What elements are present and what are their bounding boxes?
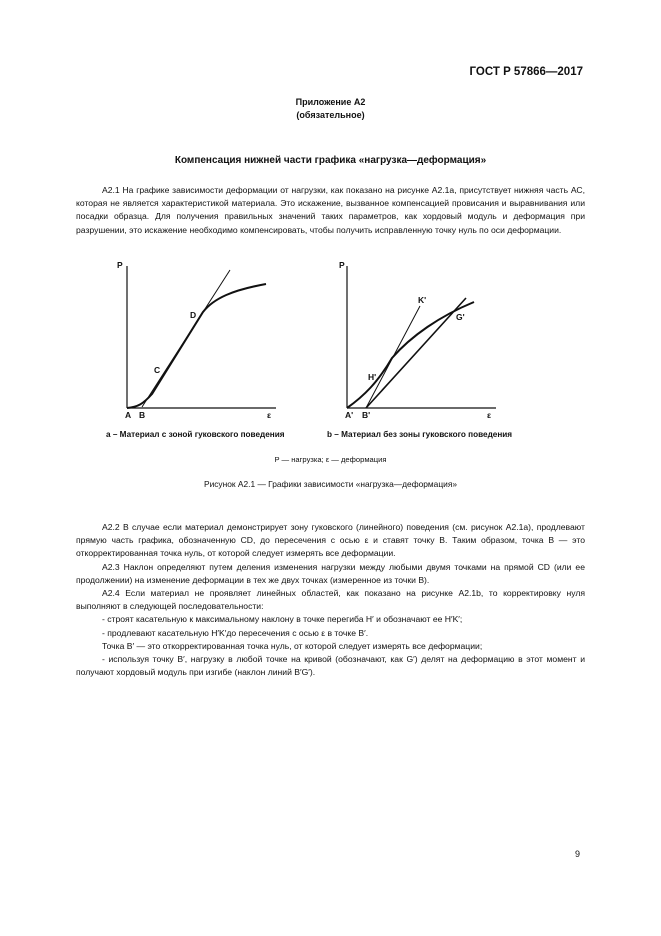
paragraph-a2-3: А2.3 Наклон определяют путем деления изменения нагрузки между любыми двумя точками на прямой CD (или ее продолжении) на изменение деформации в тех же двух точках (измеренное из точки В). xyxy=(76,561,585,585)
figure-legend: P — нагрузка; ε — деформация xyxy=(274,455,387,464)
figure-a2-1 xyxy=(0,0,661,440)
chart-a-point-d: D xyxy=(190,310,197,320)
list-item: - продлевают касательную H′K′до пересечения с осью ε в точке B′. xyxy=(102,627,369,638)
chart-b-curve xyxy=(347,302,474,408)
figure-a-caption: a – Материал с зоной гуковского поведения xyxy=(106,430,285,439)
chart-b-point-g: G' xyxy=(456,312,465,322)
paragraph-a2-1-text: А2.1 На графике зависимости деформации от нагрузки, как показано на рисунке А2.1а, присутствует нижняя часть АС, которая не является характеристикой материала. Это искажение, вызванное компенсацией провисания и выравнивания или посадки образца. Для получения правильных значений таких параметров, как хордовый модуль и деформация при разрушении, это искажение необходимо компенсировать, чтобы получить исправленную точку нуль по оси деформации. xyxy=(76,185,585,235)
chart-a-tangent-line xyxy=(142,270,230,407)
chart-a-curve xyxy=(127,284,266,408)
list-item-last: - используя точку B′, нагрузку в любой точке на кривой (обозначают, как G′) делят на деформацию в этот момент и получают хордовый модуль при изгибе (наклон линий B′G′). xyxy=(76,654,585,678)
chart-a-x-label: ε xyxy=(267,410,272,420)
appendix-status: (обязательное) xyxy=(296,110,365,120)
chart-a-point-c: C xyxy=(154,365,161,375)
appendix-title: Приложение А2 xyxy=(295,97,366,107)
chart-b-point-k: K' xyxy=(418,295,427,305)
section-title: Компенсация нижней части графика «нагрузка—деформация» xyxy=(174,155,487,166)
figure-b-caption: b – Материал без зоны гуковского поведения xyxy=(327,430,513,439)
chart-b-y-label: P xyxy=(339,260,345,270)
figure-caption: Рисунок А2.1 — Графики зависимости «нагрузка—деформация» xyxy=(203,479,458,489)
paragraph-a2-4: А2.4 Если материал не проявляет линейных областей, как показано на рисунке А2.1b, то корректировку нуля выполняют в следующей последовательности: xyxy=(76,588,585,612)
page-number: 9 xyxy=(575,849,581,859)
chart-b-x-label: ε xyxy=(487,410,492,420)
standard-number: ГОСТ Р 57866—2017 xyxy=(469,66,583,78)
chart-a-point-b: B xyxy=(139,410,146,420)
chart-b-point-a: A' xyxy=(345,410,354,420)
chart-a-point-a: A xyxy=(125,410,132,420)
body-text xyxy=(76,521,585,679)
chart-b-point-b: B' xyxy=(362,410,371,420)
chart-a-y-label: P xyxy=(117,260,123,270)
paragraph-b-prime: Точка B′ — это откорректированная точка нуль, от которой следует измерять все деформации; xyxy=(102,640,483,651)
paragraph-a2-2: А2.2 В случае если материал демонстрирует зону гуковского (линейного) поведения (см. рисунок А2.1а), продлевают прямую часть графика, обозначенную CD, до пересечения с осью ε и ставят точку В. Таким образом, точка В — это откорректированная точка нуль, от которой следует измерять все деформации. xyxy=(76,522,585,559)
chart-b-point-h: H' xyxy=(368,372,377,382)
list-item: - строят касательную к максимальному наклону в точке перегиба H′ и обозначают ее H′K′; xyxy=(102,614,463,625)
